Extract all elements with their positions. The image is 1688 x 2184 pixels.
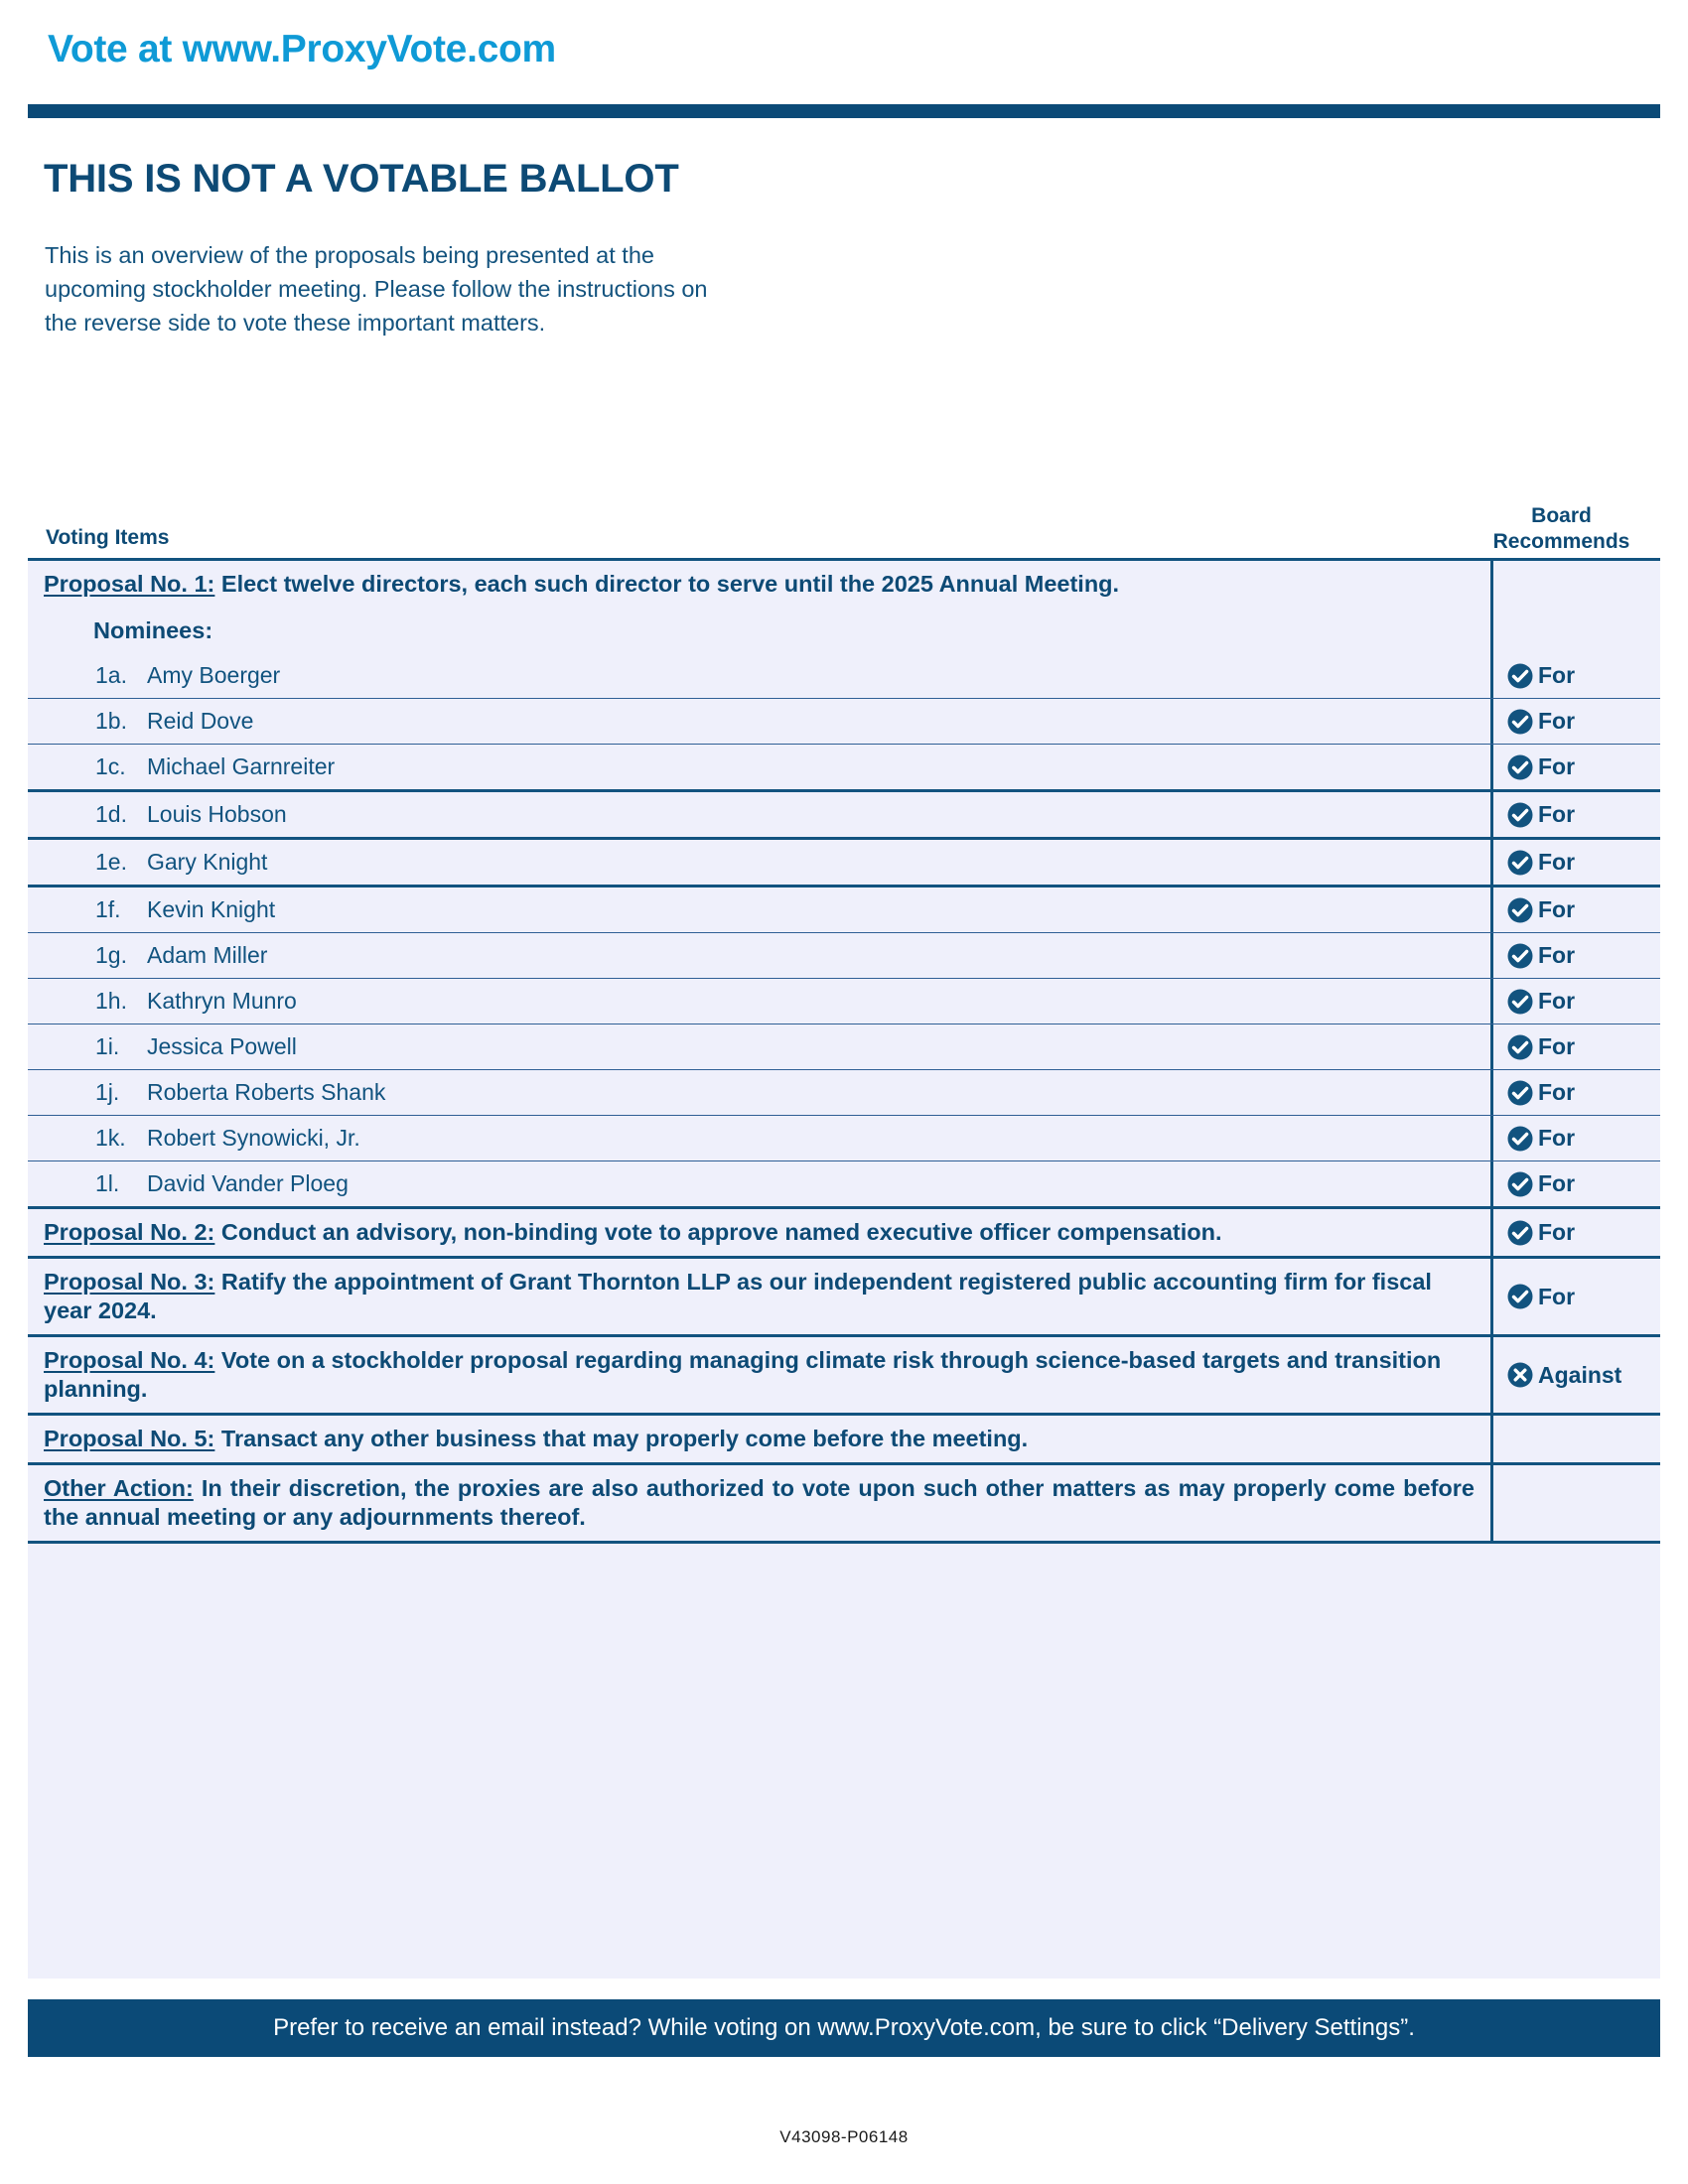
nominee-key: 1e.: [95, 849, 127, 875]
recommendation-for: [1507, 1219, 1575, 1246]
nominee-name: Gary Knight: [147, 849, 268, 875]
recommendation-for: [1507, 1125, 1575, 1152]
voting-items-table: [28, 558, 1660, 1544]
nominee-recommendation-label: For: [1538, 662, 1576, 688]
nominee-line: [44, 1170, 349, 1197]
proposal-3-recommendation-cell: [1490, 1259, 1660, 1334]
nominee-name: Jessica Powell: [147, 1033, 297, 1059]
nominee-key: 1l.: [95, 1170, 120, 1196]
x-circle-icon: [1507, 1362, 1533, 1388]
intro-line-2: upcoming stockholder meeting. Please follow the instructions on: [45, 276, 708, 302]
nominee-recommendation-label: For: [1538, 1033, 1576, 1059]
form-control-number: V43098-P06148: [779, 2127, 909, 2146]
nominee-name: Adam Miller: [147, 942, 268, 968]
intro-paragraph: [45, 238, 938, 340]
proposal-3-description: Ratify the appointment of Grant Thornton LLP as our independent registered public accounting firm for fiscal year 2024.: [44, 1269, 1432, 1323]
check-circle-icon: [1507, 709, 1533, 735]
table-row-nominee: [28, 1116, 1660, 1161]
table-row-nominee: [28, 792, 1660, 840]
table-row-proposal-2: [28, 1209, 1660, 1259]
nominee-recommendation-label: For: [1538, 1125, 1576, 1151]
recommendation-for: [1507, 753, 1575, 780]
other-action-cell: [28, 1465, 1490, 1541]
nominee-line: [44, 1079, 385, 1106]
nominee-name: Kevin Knight: [147, 896, 276, 922]
nominee-name: Amy Boerger: [147, 662, 281, 688]
nominee-recommendation-label: For: [1538, 942, 1576, 968]
check-circle-icon: [1507, 1126, 1533, 1152]
nominee-name: Robert Synowicki, Jr.: [147, 1125, 360, 1151]
nominees-heading: Nominees:: [93, 616, 213, 643]
nominee-key: 1b.: [95, 708, 127, 734]
recommendation-for: [1507, 988, 1575, 1015]
nominee-recommendation-label: For: [1538, 896, 1576, 922]
recommendation-against: [1507, 1362, 1621, 1389]
nominee-recommendation-cell: [1490, 933, 1660, 978]
proposal-3-cell: [28, 1259, 1490, 1334]
check-circle-icon: [1507, 802, 1533, 828]
nominee-name: Louis Hobson: [147, 801, 287, 827]
proposal-1-recommendation-cell: [1490, 561, 1660, 608]
nominee-cell: [28, 887, 1490, 932]
other-action-text: [44, 1474, 1475, 1532]
nominee-line: [44, 708, 253, 735]
nominee-key: 1f.: [95, 896, 121, 922]
nominee-recommendation-label: For: [1538, 849, 1576, 875]
voting-items-column-header: Voting Items: [46, 526, 170, 549]
proposal-3-recommendation-label: For: [1538, 1283, 1576, 1309]
other-action-description: In their discretion, the proxies are also authorized to vote upon such other matters as may properly come before the annual meeting or any adjournments thereof.: [44, 1475, 1475, 1530]
table-row-proposal-3: [28, 1259, 1660, 1337]
nominee-name: David Vander Ploeg: [147, 1170, 349, 1196]
nominee-recommendation-cell: [1490, 1116, 1660, 1160]
nominee-cell: [28, 979, 1490, 1024]
nominee-key: 1k.: [95, 1125, 126, 1151]
proxyvote-header-link[interactable]: Vote at www.ProxyVote.com: [48, 28, 556, 70]
recommendation-for: [1507, 1033, 1575, 1060]
table-row-nominee: [28, 933, 1660, 979]
nominee-cell: [28, 933, 1490, 978]
board-recommends-column-header: [1445, 503, 1678, 555]
proposal-1-cell: [28, 561, 1490, 608]
other-action-recommendation-cell: [1490, 1465, 1660, 1541]
nominee-recommendation-label: For: [1538, 1079, 1576, 1105]
recommendation-for: [1507, 1170, 1575, 1197]
nominee-recommendation-label: For: [1538, 753, 1576, 779]
proposal-2-label: Proposal No. 2:: [44, 1219, 215, 1245]
recommendation-for: [1507, 942, 1575, 969]
nominee-line: [44, 1125, 360, 1152]
table-row-nominee: [28, 699, 1660, 745]
proposal-4-text: [44, 1346, 1475, 1404]
table-row-nominee: [28, 653, 1660, 699]
proposal-3-text: [44, 1268, 1475, 1325]
nominees-heading-recommendation-cell: [1490, 608, 1660, 653]
proposal-5-cell: [28, 1416, 1490, 1462]
page-title: THIS IS NOT A VOTABLE BALLOT: [44, 157, 679, 201]
nominee-name: Reid Dove: [147, 708, 254, 734]
proposal-5-recommendation-cell: [1490, 1416, 1660, 1462]
proposal-2-recommendation-cell: [1490, 1209, 1660, 1256]
nominee-cell: [28, 745, 1490, 789]
nominee-name: Michael Garnreiter: [147, 753, 336, 779]
nominee-rows-container: [28, 653, 1660, 1209]
check-circle-icon: [1507, 850, 1533, 876]
proposal-1-label: Proposal No. 1:: [44, 571, 215, 597]
proposal-2-text: [44, 1218, 1222, 1247]
check-circle-icon: [1507, 943, 1533, 969]
nominee-line: [44, 753, 335, 780]
proposal-4-cell: [28, 1337, 1490, 1413]
nominee-cell: [28, 1116, 1490, 1160]
nominee-recommendation-cell: [1490, 840, 1660, 885]
proposal-2-description: Conduct an advisory, non-binding vote to approve named executive officer compensation.: [214, 1219, 1222, 1245]
nominee-cell: [28, 1070, 1490, 1115]
proposal-4-recommendation-cell: [1490, 1337, 1660, 1413]
recommendation-for: [1507, 1284, 1575, 1310]
check-circle-icon: [1507, 1220, 1533, 1246]
proposal-1-text: [44, 570, 1119, 599]
nominee-key: 1a.: [95, 662, 127, 688]
nominee-recommendation-cell: [1490, 792, 1660, 837]
nominee-cell: [28, 1024, 1490, 1069]
nominee-recommendation-cell: [1490, 653, 1660, 698]
proposal-1-description: Elect twelve directors, each such director to serve until the 2025 Annual Meeting.: [214, 571, 1120, 597]
intro-line-1: This is an overview of the proposals being presented at the: [45, 242, 654, 268]
table-row-proposal-4: [28, 1337, 1660, 1416]
nominee-recommendation-cell: [1490, 979, 1660, 1024]
nominee-key: 1c.: [95, 753, 126, 779]
check-circle-icon: [1507, 897, 1533, 923]
check-circle-icon: [1507, 663, 1533, 689]
nominee-line: [44, 988, 297, 1015]
check-circle-icon: [1507, 1034, 1533, 1060]
nominee-recommendation-label: For: [1538, 708, 1576, 734]
check-circle-icon: [1507, 1080, 1533, 1106]
nominee-cell: [28, 1161, 1490, 1206]
nominee-line: [44, 662, 280, 689]
check-circle-icon: [1507, 1171, 1533, 1197]
nominee-key: 1g.: [95, 942, 127, 968]
intro-line-3: the reverse side to vote these important matters.: [45, 310, 546, 336]
nominee-key: 1j.: [95, 1079, 120, 1105]
board-recommends-line-2: Recommends: [1492, 530, 1630, 553]
nominee-cell: [28, 699, 1490, 744]
recommendation-for: [1507, 1079, 1575, 1106]
table-row-proposal-5: [28, 1416, 1660, 1465]
footer-message: Prefer to receive an email instead? While voting on www.ProxyVote.com, be sure to click “Delivery Settings”.: [273, 2014, 1415, 2041]
nominee-recommendation-label: For: [1538, 1170, 1576, 1196]
other-action-label: Other Action:: [44, 1475, 194, 1501]
nominee-line: [44, 896, 275, 923]
proposal-3-label: Proposal No. 3:: [44, 1269, 215, 1295]
nominees-heading-cell: [28, 608, 1490, 653]
recommendation-for: [1507, 896, 1575, 923]
nominee-recommendation-label: For: [1538, 801, 1576, 827]
check-circle-icon: [1507, 1284, 1533, 1309]
nominee-recommendation-cell: [1490, 1070, 1660, 1115]
nominee-recommendation-cell: [1490, 1161, 1660, 1206]
nominee-recommendation-cell: [1490, 699, 1660, 744]
nominee-line: [44, 801, 287, 828]
table-empty-area: [28, 1544, 1660, 1979]
nominee-name: Kathryn Munro: [147, 988, 297, 1014]
nominee-line: [44, 849, 267, 876]
table-row-nominees-heading: [28, 608, 1660, 653]
check-circle-icon: [1507, 989, 1533, 1015]
check-circle-icon: [1507, 754, 1533, 780]
table-row-nominee: [28, 979, 1660, 1024]
nominee-recommendation-cell: [1490, 1024, 1660, 1069]
nominee-recommendation-cell: [1490, 745, 1660, 789]
nominee-recommendation-label: For: [1538, 988, 1576, 1014]
nominee-recommendation-cell: [1490, 887, 1660, 932]
nominee-name: Roberta Roberts Shank: [147, 1079, 386, 1105]
proposal-2-recommendation-label: For: [1538, 1219, 1576, 1245]
nominee-key: 1h.: [95, 988, 127, 1014]
table-row-nominee: [28, 887, 1660, 933]
table-row-other-action: [28, 1465, 1660, 1544]
table-row-proposal-1: [28, 561, 1660, 608]
proposal-4-description: Vote on a stockholder proposal regarding managing climate risk through science-based targets and transition planning.: [44, 1347, 1442, 1402]
nominee-cell: [28, 653, 1490, 698]
nominee-cell: [28, 792, 1490, 837]
nominee-line: [44, 1033, 297, 1060]
proposal-4-label: Proposal No. 4:: [44, 1347, 215, 1373]
proposal-5-label: Proposal No. 5:: [44, 1426, 215, 1451]
table-row-nominee: [28, 1161, 1660, 1209]
header-divider-bar: [28, 104, 1660, 118]
recommendation-for: [1507, 708, 1575, 735]
proposal-2-cell: [28, 1209, 1490, 1256]
proposal-5-text: [44, 1425, 1028, 1453]
nominee-key: 1i.: [95, 1033, 120, 1059]
table-row-nominee: [28, 1024, 1660, 1070]
recommendation-for: [1507, 801, 1575, 828]
table-row-nominee: [28, 1070, 1660, 1116]
recommendation-for: [1507, 849, 1575, 876]
table-row-nominee: [28, 840, 1660, 887]
board-recommends-line-1: Board: [1531, 504, 1592, 527]
table-row-nominee: [28, 745, 1660, 792]
recommendation-for: [1507, 662, 1575, 689]
nominee-cell: [28, 840, 1490, 885]
nominee-key: 1d.: [95, 801, 127, 827]
proposal-4-recommendation-label: Against: [1538, 1361, 1622, 1388]
proposal-5-description: Transact any other business that may properly come before the meeting.: [214, 1426, 1029, 1451]
nominee-line: [44, 942, 267, 969]
email-delivery-footer-bar: [28, 1999, 1660, 2057]
